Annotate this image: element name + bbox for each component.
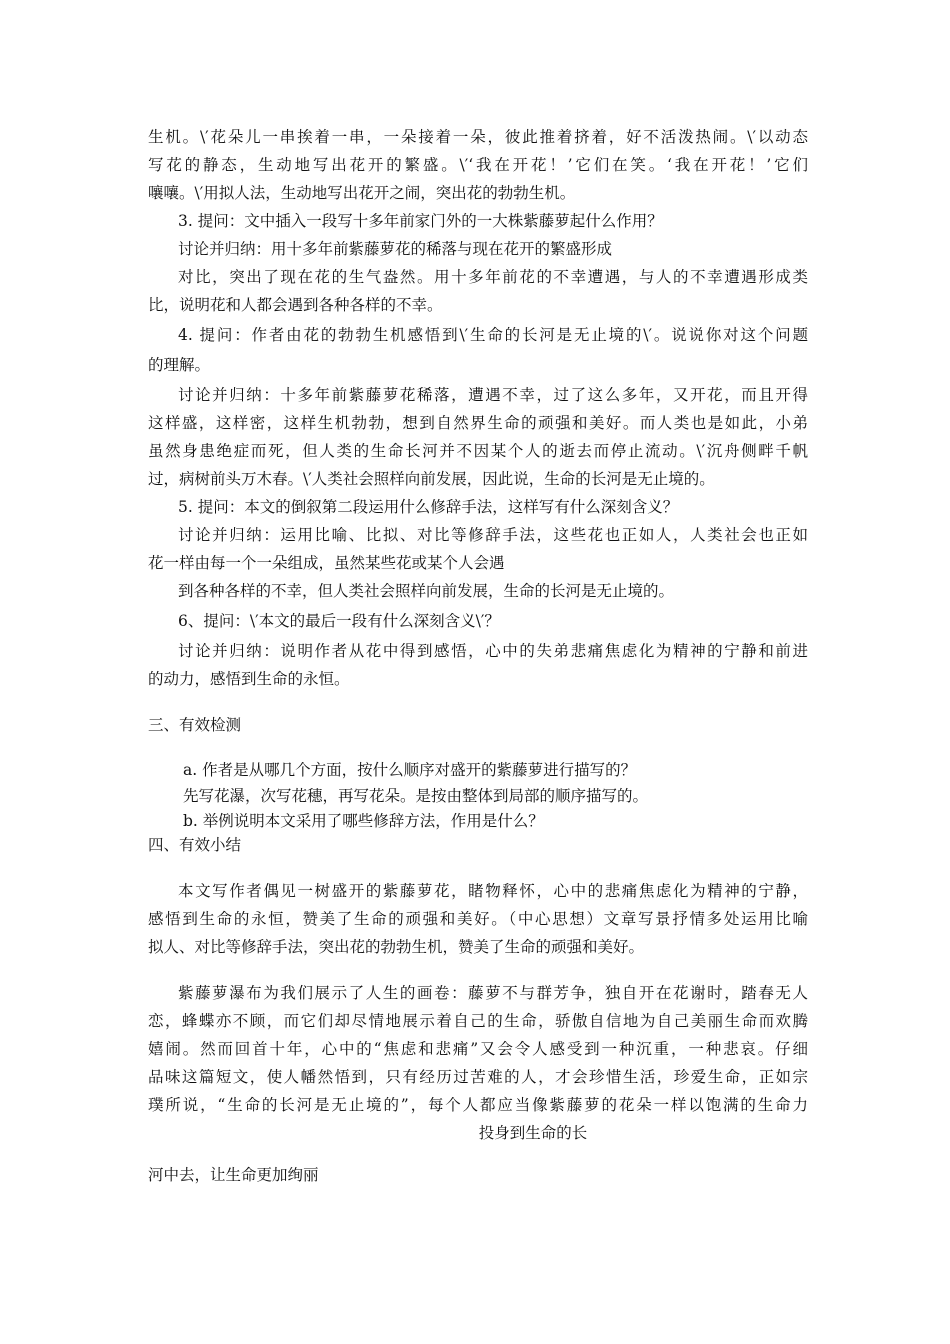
test-answer-a: 先写花瀑，次写花穗，再写花朵。是按由整体到局部的顺序描写的。 [183, 787, 649, 805]
question-4: 4. 提问：作者由花的勃勃生机感悟到\′生命的长河是无止境的\′。说说你对这个问题 [178, 326, 808, 344]
text-line: 生机。\′花朵儿一串挨着一串，一朵接着一朵，彼此推着挤着，好不活泼热闹。\′以动态 [148, 128, 808, 146]
section-heading-3: 三、有效检测 [148, 716, 242, 734]
text-line: 恋，蜂蝶亦不顾，而它们却尽情地展示着自己的生命，骄傲自信地为自己美丽生命而欢腾 [148, 1012, 808, 1030]
text-line: 拟人、对比等修辞手法，突出花的勃勃生机，赞美了生命的顽强和美好。 [148, 938, 645, 956]
text-line: 的理解。 [148, 356, 211, 374]
question-6: 6、提问：\′本文的最后一段有什么深刻含义\′？ [178, 612, 500, 630]
section-heading-4: 四、有效小结 [148, 836, 242, 854]
question-3: 3. 提问：文中插入一段写十多年前家门外的一大株紫藤萝起什么作用？ [178, 212, 663, 230]
text-line: 写花的静态，生动地写出花开的繁盛。\′‘我在开花！’它们在笑。‘我在开花！’它们 [148, 156, 808, 174]
text-line: 紫藤萝瀑布为我们展示了人生的画卷：藤萝不与群芳争，独自开在花谢时，踏春无人 [178, 984, 808, 1002]
text-line: 投身到生命的长 [478, 1124, 588, 1142]
text-line: 感悟到生命的永恒，赞美了生命的顽强和美好。（中心思想）文章写景抒情多处运用比喻 [148, 910, 808, 928]
text-line: 这样盛，这样密，这样生机勃勃，想到自然界生命的顽强和美好。而人类也是如此，小弟 [148, 414, 808, 432]
text-line: 比，说明花和人都会遇到各种各样的不幸。 [148, 296, 443, 314]
text-line: 河中去，让生命更加绚丽 [148, 1166, 319, 1184]
text-line: 花一样由每一个一朵组成，虽然某些花或某个人会遇 [148, 554, 505, 572]
text-line: 过，病树前头万木春。\′人类社会照样向前发展，因此说，生命的长河是无止境的。 [148, 470, 715, 488]
question-5: 5. 提问：本文的倒叙第二段运用什么修辞手法，这样写有什么深刻含义？ [178, 498, 679, 516]
text-line: 到各种各样的不幸，但人类社会照样向前发展，生命的长河是无止境的。 [178, 582, 675, 600]
text-line: 品味这篇短文，使人幡然悟到，只有经历过苦难的人，才会珍惜生活，珍爱生命，正如宗 [148, 1068, 808, 1086]
test-question-b: b. 举例说明本文采用了哪些修辞方法，作用是什么？ [183, 812, 544, 830]
text-line: 讨论并归纳：十多年前紫藤萝花稀落，遭遇不幸，过了这么多年，又开花，而且开得 [178, 386, 808, 404]
text-line: 嚷嚷。\′用拟人法，生动地写出花开之闹，突出花的勃勃生机。 [148, 184, 576, 202]
text-line: 嬉闹。然而回首十年，心中的“焦虑和悲痛”又会令人感受到一种沉重，一种悲哀。仔细 [148, 1040, 808, 1058]
text-line: 对比，突出了现在花的生气盎然。用十多年前花的不幸遭遇，与人的不幸遭遇形成类 [178, 268, 808, 286]
text-line: 璞所说，“生命的长河是无止境的”，每个人都应当像紫藤萝的花朵一样以饱满的生命力 [148, 1096, 808, 1114]
text-line: 本文写作者偶见一树盛开的紫藤萝花，睹物释怀，心中的悲痛焦虑化为精神的宁静， [178, 882, 808, 900]
text-line: 讨论并归纳：运用比喻、比拟、对比等修辞手法，这些花也正如人，人类社会也正如 [178, 526, 808, 544]
text-line: 讨论并归纳：说明作者从花中得到感悟，心中的失弟悲痛焦虑化为精神的宁静和前进 [178, 642, 808, 660]
test-question-a: a. 作者是从哪几个方面，按什么顺序对盛开的紫藤萝进行描写的？ [183, 761, 637, 779]
text-line: 虽然身患绝症而死，但人类的生命长河并不因某个人的逝去而停止流动。\′沉舟侧畔千帆 [148, 442, 808, 460]
text-line: 讨论并归纳：用十多年前紫藤萝花的稀落与现在花开的繁盛形成 [178, 240, 613, 258]
text-line: 的动力，感悟到生命的永恒。 [148, 670, 350, 688]
